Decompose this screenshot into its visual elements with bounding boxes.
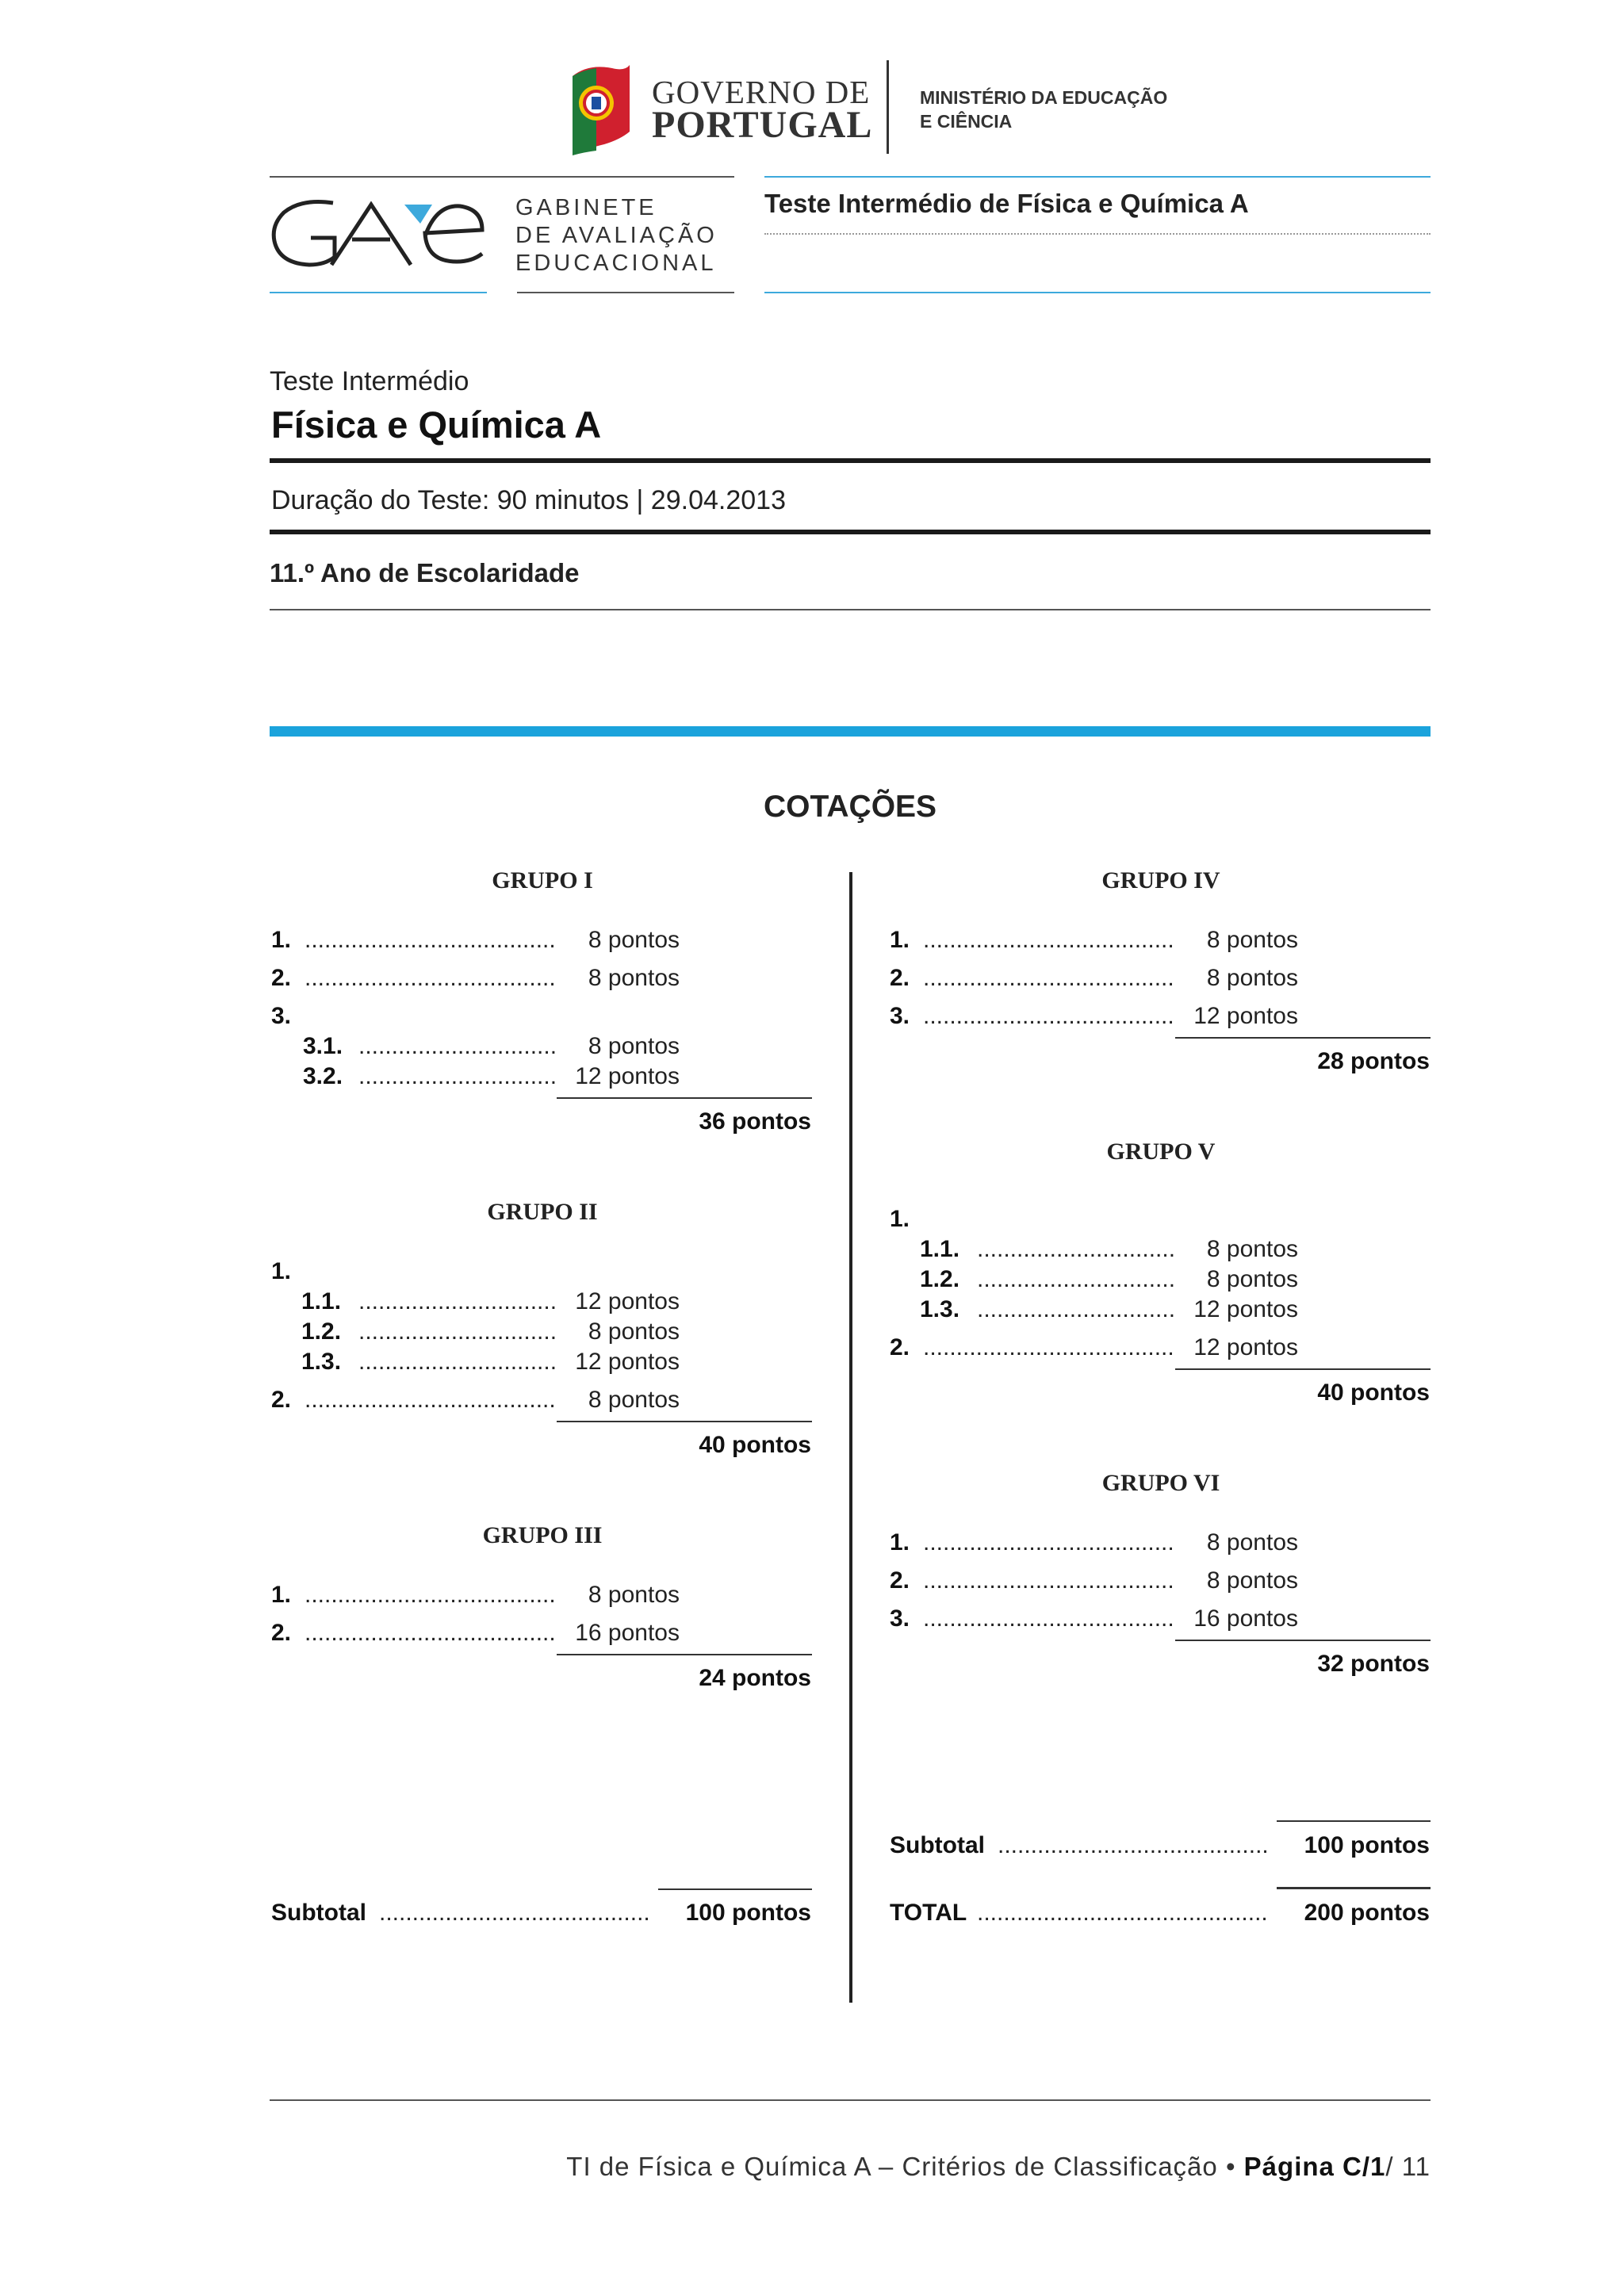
item-number: 1.2. (920, 1266, 960, 1292)
item-number: 2. (271, 1387, 292, 1413)
ministry-line2: E CIÊNCIA (920, 111, 1013, 132)
group-total-rule (1175, 1368, 1431, 1370)
item-points: 8 pontos (1206, 965, 1298, 991)
item-dots: .............................. (977, 1236, 1176, 1262)
subtotal-value: 100 pontos (685, 1900, 811, 1926)
group-total-rule (1175, 1640, 1431, 1641)
item-points: 12 pontos (575, 1349, 680, 1375)
item-number: 1.3. (920, 1296, 960, 1322)
item-points: 8 pontos (1206, 1567, 1298, 1594)
item-points: 12 pontos (1193, 1296, 1298, 1322)
item-number: 1.2. (301, 1318, 342, 1345)
footer-text: TI de Física e Química A – Critérios de Classificação (566, 2152, 1218, 2181)
item-points: 8 pontos (588, 1387, 680, 1413)
gave-name-line3: EDUCACIONAL (515, 251, 717, 276)
subtotal-label: Subtotal (271, 1900, 366, 1926)
item-number: 3. (271, 1003, 292, 1029)
doc-subtitle: Teste Intermédio (270, 366, 469, 396)
gov-name-line1: GOVERNO DE (652, 74, 871, 110)
item-dots: .............................. (358, 1288, 557, 1314)
item-dots: ...................................... (923, 1567, 1174, 1594)
item-points: 12 pontos (575, 1063, 680, 1089)
item-dots: .............................. (358, 1063, 557, 1089)
item-dots: ...................................... (923, 927, 1174, 953)
item-dots: ...................................... (304, 1582, 556, 1608)
item-points: 8 pontos (1206, 927, 1298, 953)
portugal-flag-emblem-icon (565, 62, 633, 155)
item-dots: ...................................... (923, 1003, 1174, 1029)
title-rule (270, 458, 1431, 463)
item-dots: ...................................... (304, 927, 556, 953)
item-points: 8 pontos (588, 965, 680, 991)
item-points: 8 pontos (1206, 1266, 1298, 1292)
item-points: 12 pontos (575, 1288, 680, 1314)
header-rule-left (270, 176, 734, 178)
item-dots: ...................................... (304, 1387, 556, 1413)
group-total: 36 pontos (699, 1108, 811, 1135)
item-number: 2. (890, 1334, 910, 1360)
subtotal-dots: ......................................... (379, 1900, 650, 1926)
item-number: 2. (271, 965, 292, 991)
item-points: 8 pontos (1206, 1236, 1298, 1262)
item-number: 1.1. (301, 1288, 342, 1314)
item-points: 8 pontos (1206, 1529, 1298, 1556)
total-dots: ............................................ (977, 1900, 1268, 1926)
item-dots: .............................. (977, 1296, 1176, 1322)
item-number: 2. (890, 1567, 910, 1594)
item-dots: .............................. (358, 1349, 557, 1375)
group-total: 40 pontos (699, 1432, 811, 1458)
item-dots: ...................................... (923, 1605, 1174, 1632)
item-dots: ...................................... (923, 965, 1174, 991)
total-label: TOTAL (890, 1900, 967, 1926)
cotacoes-heading: COTAÇÕES (763, 790, 937, 824)
group-heading: GRUPO III (482, 1522, 603, 1548)
year-rule (270, 609, 1431, 610)
gave-name-line1: GABINETE (515, 195, 657, 220)
header-test-title: Teste Intermédio de Física e Química A (764, 189, 1249, 218)
item-points: 12 pontos (1193, 1003, 1298, 1029)
item-points: 16 pontos (575, 1620, 680, 1646)
school-year: 11.º Ano de Escolaridade (270, 558, 580, 587)
test-duration: Duração do Teste: 90 minutos | 29.04.2013 (271, 485, 786, 515)
group-total-rule (557, 1421, 812, 1422)
item-points: 8 pontos (588, 927, 680, 953)
group-total: 28 pontos (1317, 1048, 1430, 1074)
subtotal-rule (658, 1888, 812, 1890)
gave-name-line2: DE AVALIAÇÃO (515, 223, 718, 248)
subtotal-label: Subtotal (890, 1832, 985, 1858)
group-total: 40 pontos (1317, 1380, 1430, 1406)
item-points: 8 pontos (588, 1318, 680, 1345)
item-number: 2. (271, 1620, 292, 1646)
page-title: Física e Química A (271, 404, 602, 446)
item-points: 8 pontos (588, 1582, 680, 1608)
item-dots: ...................................... (304, 1620, 556, 1646)
item-number: 3. (890, 1003, 910, 1029)
header-dotted-rule (764, 233, 1431, 235)
item-dots: ...................................... (923, 1529, 1174, 1556)
item-dots: .............................. (358, 1033, 557, 1059)
group-total-rule (557, 1097, 812, 1099)
group-heading: GRUPO V (1106, 1138, 1216, 1165)
footer-rule (270, 2099, 1431, 2101)
column-divider (849, 872, 852, 2003)
subtotal-value: 100 pontos (1304, 1832, 1430, 1858)
item-number: 1.1. (920, 1236, 960, 1262)
item-number: 1. (271, 927, 292, 953)
footer-page-label: Página C/1 (1243, 2152, 1386, 2181)
item-dots: .............................. (977, 1266, 1176, 1292)
gave-rule-blue (270, 292, 487, 293)
group-heading: GRUPO I (492, 867, 593, 894)
header-rule-right (764, 176, 1431, 178)
item-number: 2. (890, 965, 910, 991)
item-dots: ...................................... (923, 1334, 1174, 1360)
item-number: 1. (890, 927, 910, 953)
group-total-rule (557, 1654, 812, 1655)
item-points: 16 pontos (1193, 1605, 1298, 1632)
item-dots: ...................................... (304, 965, 556, 991)
total-value: 200 pontos (1304, 1900, 1430, 1926)
subtotal-dots: ......................................... (998, 1832, 1269, 1858)
group-heading: GRUPO II (487, 1199, 598, 1225)
item-points: 8 pontos (588, 1033, 680, 1059)
item-dots: .............................. (358, 1318, 557, 1345)
page-footer (566, 2152, 1431, 2182)
footer-bullet: • (1225, 2152, 1236, 2181)
gave-rule-dark (517, 292, 734, 293)
ministry-line1: MINISTÉRIO DA EDUCAÇÃO (920, 87, 1168, 108)
total-rule (1277, 1887, 1431, 1889)
subtotal-rule (1277, 1820, 1431, 1822)
duration-rule (270, 530, 1431, 534)
gave-logo-icon (270, 195, 488, 274)
group-total: 32 pontos (1317, 1651, 1430, 1677)
group-total-rule (1175, 1037, 1431, 1039)
group-heading: GRUPO IV (1101, 867, 1220, 894)
item-number: 1. (271, 1582, 292, 1608)
footer-page-total: / 11 (1385, 2152, 1431, 2181)
item-number: 1. (890, 1529, 910, 1556)
group-heading: GRUPO VI (1101, 1470, 1220, 1496)
item-number: 1. (890, 1206, 910, 1232)
item-points: 12 pontos (1193, 1334, 1298, 1360)
item-number: 3. (890, 1605, 910, 1632)
item-number: 3.1. (303, 1033, 343, 1059)
item-number: 3.2. (303, 1063, 343, 1089)
item-number: 1.3. (301, 1349, 342, 1375)
item-number: 1. (271, 1258, 292, 1284)
header-rule-blue (764, 292, 1431, 293)
header-separator (887, 60, 889, 154)
blue-band (270, 726, 1431, 737)
gov-name-line2: PORTUGAL (652, 104, 873, 146)
group-total: 24 pontos (699, 1665, 811, 1691)
